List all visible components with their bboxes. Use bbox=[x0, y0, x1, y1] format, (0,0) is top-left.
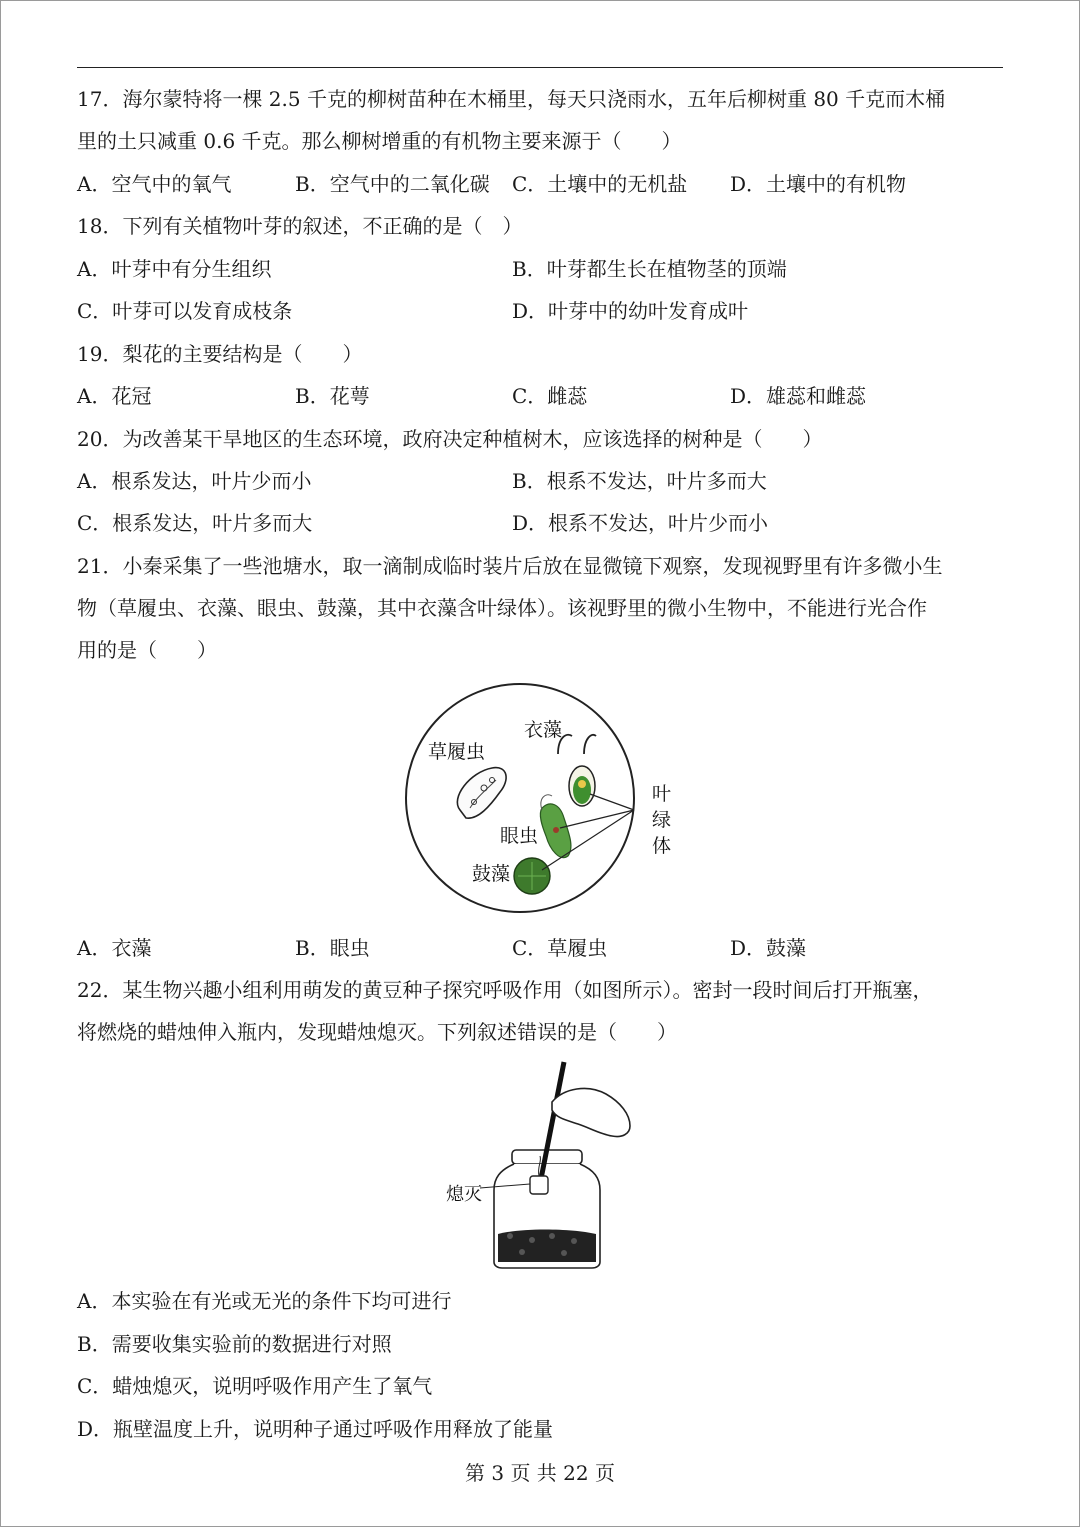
q19-option-c[interactable]: C．雌蕊 bbox=[512, 384, 588, 408]
q21-option-d[interactable]: D．鼓藻 bbox=[730, 936, 807, 960]
q21-option-c[interactable]: C．草履虫 bbox=[512, 936, 608, 960]
q20-option-c[interactable]: C．根系发达，叶片多而大 bbox=[77, 511, 313, 535]
q17-option-d[interactable]: D．土壤中的有机物 bbox=[730, 172, 907, 196]
q18-option-d[interactable]: D．叶芽中的幼叶发育成叶 bbox=[512, 299, 749, 323]
q21-stem-line3: 用的是（ ） bbox=[77, 638, 217, 662]
paramecium-drawing bbox=[457, 768, 506, 819]
header-rule bbox=[77, 67, 1003, 68]
label-chloroplast-2: 绿 bbox=[652, 809, 672, 831]
label-paramecium: 草履虫 bbox=[428, 741, 486, 763]
q17-stem-line1: 17．海尔蒙特将一棵 2.5 千克的柳树苗种在木桶里，每天只浇雨水，五年后柳树重 80 千克而木桶 bbox=[77, 87, 946, 111]
q21-option-a[interactable]: A．衣藻 bbox=[77, 936, 152, 960]
q21-stem-line1: 21．小秦采集了一些池塘水，取一滴制成临时装片后放在显微镜下观察，发现视野里有许多微小生 bbox=[77, 554, 943, 578]
label-chloroplast-1: 叶 bbox=[652, 783, 672, 805]
q18-option-b[interactable]: B．叶芽都生长在植物茎的顶端 bbox=[512, 257, 787, 281]
q18-stem: 18．下列有关植物叶芽的叙述，不正确的是（ ） bbox=[77, 214, 523, 238]
q22-option-a[interactable]: A．本实验在有光或无光的条件下均可进行 bbox=[77, 1289, 452, 1313]
label-chlamydomonas: 衣藻 bbox=[524, 719, 563, 741]
q17-stem-line2: 里的土只减重 0.6 千克。那么柳树增重的有机物主要来源于（ ） bbox=[77, 129, 682, 153]
q20-option-b[interactable]: B．根系不发达，叶片多而大 bbox=[512, 469, 767, 493]
q20-option-a[interactable]: A．根系发达，叶片少而小 bbox=[77, 469, 312, 493]
q20-stem: 20．为改善某干旱地区的生态环境，政府决定种植树木，应该选择的树种是（ ） bbox=[77, 427, 823, 451]
q22-stem-line2: 将燃烧的蜡烛伸入瓶内，发现蜡烛熄灭。下列叙述错误的是（ ） bbox=[77, 1020, 677, 1044]
jar-candle-figure bbox=[440, 1058, 640, 1274]
q21-stem-line2: 物（草履虫、衣藻、眼虫、鼓藻，其中衣藻含叶绿体）。该视野里的微小生物中，不能进行光合作 bbox=[77, 596, 927, 620]
q17-option-b[interactable]: B．空气中的二氧化碳 bbox=[295, 172, 490, 196]
q21-option-b[interactable]: B．眼虫 bbox=[295, 936, 370, 960]
microscope-field-figure bbox=[400, 680, 700, 920]
hand-drawing bbox=[552, 1088, 630, 1136]
q18-option-c[interactable]: C．叶芽可以发育成枝条 bbox=[77, 299, 293, 323]
q17-option-c[interactable]: C．土壤中的无机盐 bbox=[512, 172, 688, 196]
q19-option-d[interactable]: D．雄蕊和雌蕊 bbox=[730, 384, 867, 408]
label-chloroplast-3: 体 bbox=[652, 835, 672, 857]
q22-option-c[interactable]: C．蜡烛熄灭，说明呼吸作用产生了氧气 bbox=[77, 1374, 433, 1398]
q19-option-a[interactable]: A．花冠 bbox=[77, 384, 152, 408]
page-footer: 第 3 页 共 22 页 bbox=[465, 1461, 615, 1485]
q17-option-a[interactable]: A．空气中的氧气 bbox=[77, 172, 232, 196]
q22-stem-line1: 22．某生物兴趣小组利用萌发的黄豆种子探究呼吸作用（如图所示）。密封一段时间后打开瓶塞， bbox=[77, 978, 933, 1002]
label-extinguished: 熄灭 bbox=[446, 1184, 482, 1205]
q19-stem: 19．梨花的主要结构是（ ） bbox=[77, 342, 363, 366]
label-desmid: 鼓藻 bbox=[472, 863, 511, 885]
germinating-soybean-seeds bbox=[498, 1230, 596, 1263]
q22-option-d[interactable]: D．瓶壁温度上升，说明种子通过呼吸作用释放了能量 bbox=[77, 1417, 554, 1441]
q19-option-b[interactable]: B．花萼 bbox=[295, 384, 370, 408]
chlamydomonas-drawing bbox=[558, 735, 596, 806]
q22-option-b[interactable]: B．需要收集实验前的数据进行对照 bbox=[77, 1332, 392, 1356]
q20-option-d[interactable]: D．根系不发达，叶片少而小 bbox=[512, 511, 769, 535]
label-euglena: 眼虫 bbox=[500, 825, 539, 847]
desmid-drawing bbox=[514, 858, 550, 894]
q18-option-a[interactable]: A．叶芽中有分生组织 bbox=[77, 257, 272, 281]
